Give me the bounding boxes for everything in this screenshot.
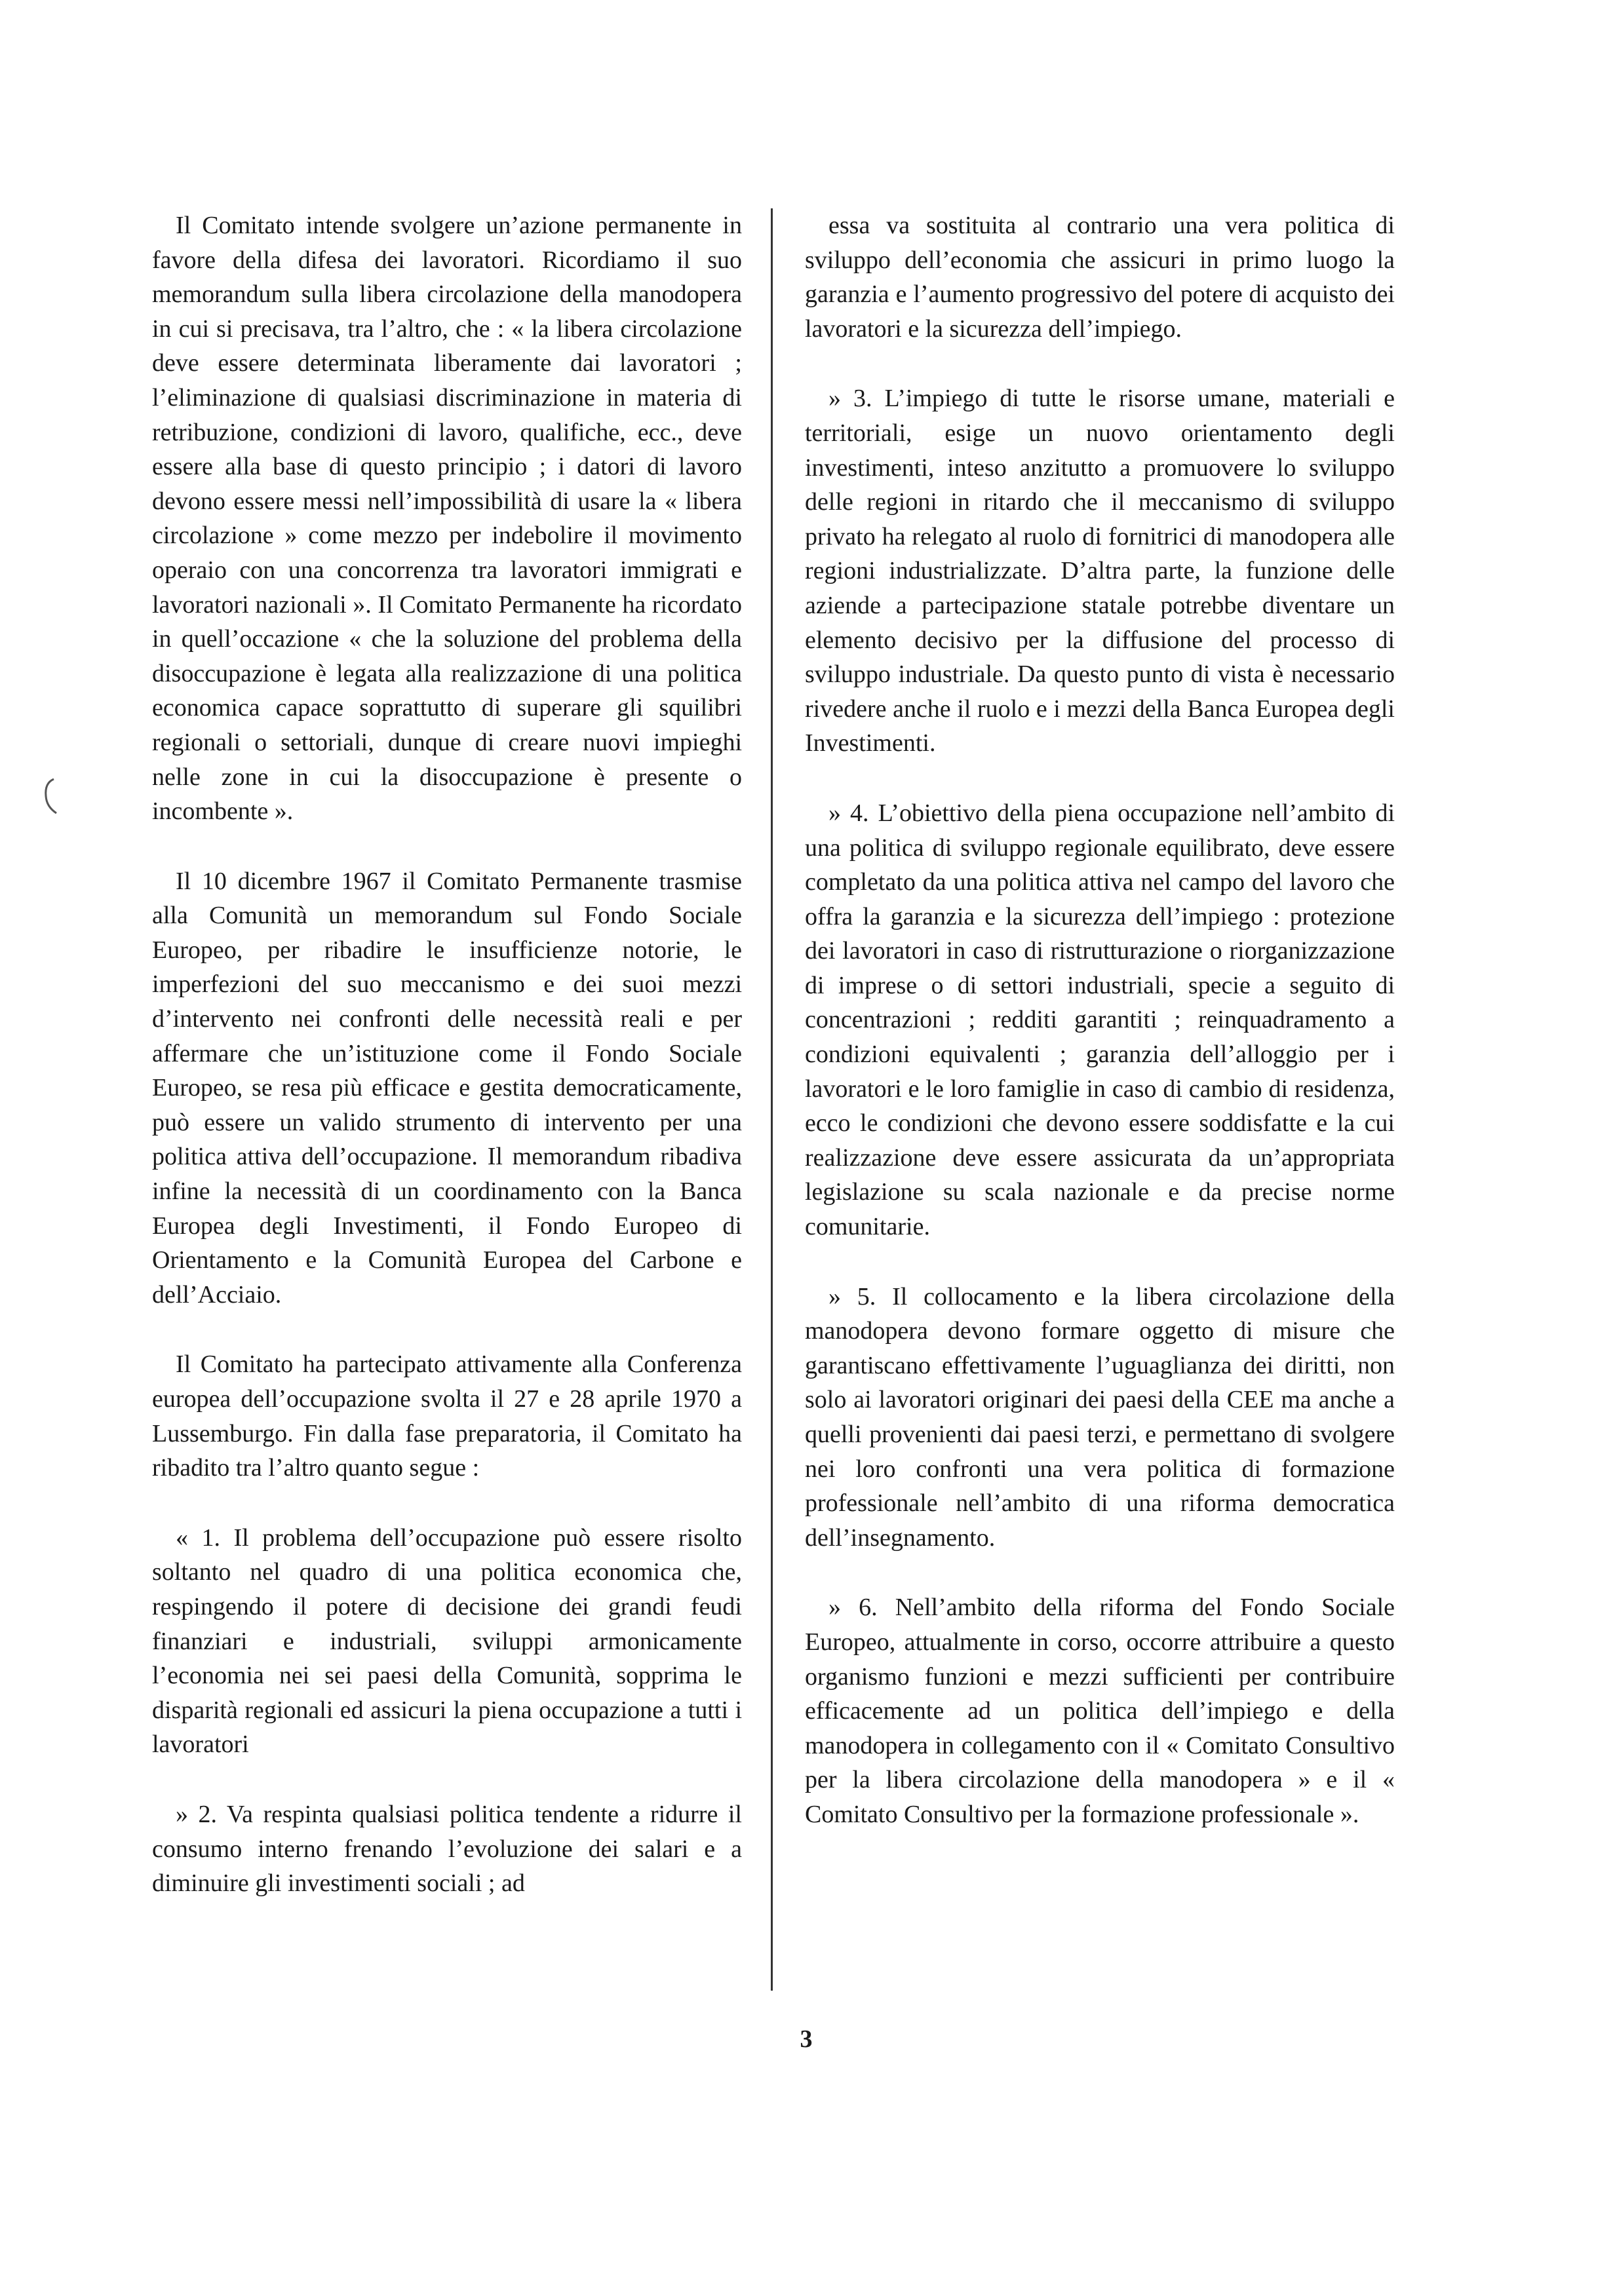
paragraph-left-1: Il Comitato intende svolgere un’azione permanente in favore della difesa dei lavoratori. Ricordiamo il suo memorandum sulla libera circolazione della manodopera in cui si precisava, tra l’altro, che : « la libera circolazione deve essere determinata liberamente dai lavoratori ; l’eliminazione di qualsiasi discriminazione in materia di retribuzione, condizioni di lavoro, qualifiche, ecc., deve essere alla base di questo principio ; i datori di lavoro devono essere messi nell’impossibilità di usare la « libera circolazione » come mezzo per indebolire il movimento operaio con una concorrenza tra lavoratori immigrati e lavoratori nazionali ». Il Comitato Permanente ha ricordato in quell’occazione « che la soluzione del problema della disoccupazione è legata alla realizzazione di una politica economica capace soprattutto di superare gli squilibri regionali o settoriali, dunque di creare nuovi impieghi nelle zone in cui la disoccupazione è presente o incombente ». xyxy=(152,212,742,826)
paragraph-left-2: Il 10 dicembre 1967 il Comitato Permanente trasmise alla Comunità un memorandum sul Fondo Sociale Europeo, per ribadire le insufficienze notorie, le imperfezioni del suo meccanismo e dei suoi mezzi d’intervento nei confronti delle necessità reali e per affermare che un’istituzione come il Fondo Sociale Europeo, se resa più efficace e gestita democraticamente, può essere un valido strumento di intervento per una politica attiva dell’occupazione. Il memorandum ribadiva infine la necessità di un coordinamento con la Banca Europea degli Investimenti, il Fondo Europeo di Orientamento e la Comunità Europea del Carbone e dell’Acciaio. xyxy=(152,867,742,1309)
paragraph-right-3: » 4. L’obiettivo della piena occupazione nell’ambito di una politica di sviluppo regionale equilibrato, deve essere completato da una politica attiva nel campo del lavoro che offra la garanzia e la sicurezza dell’impiego : protezione dei lavoratori in caso di ristrutturazione o riorganizzazione di imprese o di settori industriali, specie a seguito di concentrazioni ; redditi garantiti ; reinquadramento a condizioni equivalenti ; garanzia dell’alloggio per i lavoratori e le loro famiglie in caso di cambio di residenza, ecco le condizioni che devono essere soddisfatte e la cui realizzazione deve essere assicurata da un’appropriata legislazione su scala nazionale e da precise norme comunitarie. xyxy=(805,799,1395,1241)
right-column xyxy=(805,208,1395,1832)
page-number: 3 xyxy=(800,2025,813,2053)
column-divider xyxy=(771,208,773,1991)
paragraph-left-4: « 1. Il problema dell’occupazione può essere risolto soltanto nel quadro di una politica economica che, respingendo il potere di decisione dei grandi feudi finanziari e industriali, sviluppi armonicamente l’economia nei sei paesi della Comunità, sopprima le disparità regionali ed assicuri la piena occupazione a tutti i lavoratori xyxy=(152,1523,742,1759)
paragraph-left-3: Il Comitato ha partecipato attivamente alla Conferenza europea dell’occupazione svolta il 27 e 28 aprile 1970 a Lussemburgo. Fin dalla fase preparatoria, il Comitato ha ribadito tra l’altro quanto segue : xyxy=(152,1350,742,1482)
paragraph-right-1: essa va sostituita al contrario una vera politica di sviluppo dell’economia che assicuri in primo luogo la garanzia e l’aumento progressivo del potere di acquisto dei lavoratori e la sicurezza dell’impiego. xyxy=(805,212,1395,343)
left-column xyxy=(152,208,742,1901)
margin-bracket-icon xyxy=(41,776,59,816)
paragraph-right-2: » 3. L’impiego di tutte le risorse umane, materiali e territoriali, esige un nuovo orientamento degli investimenti, inteso anzitutto a promuovere lo sviluppo delle regioni in ritardo che il meccanismo di sviluppo privato ha relegato al ruolo di fornitrici di manodopera alle regioni industrializzate. D’altra parte, la funzione delle aziende a partecipazione statale potrebbe diventare un elemento decisivo per la diffusione del processo di sviluppo industriale. Da questo punto di vista è necessario rivedere anche il ruolo e i mezzi della Banca Europea degli Investimenti. xyxy=(805,385,1395,757)
paragraph-right-5: » 6. Nell’ambito della riforma del Fondo Sociale Europeo, attualmente in corso, occorre attribuire a questo organismo funzioni e mezzi sufficienti per contribuire efficacemente ad un politica dell’impiego e della manodopera in collegamento con il « Comitato Consultivo per la libera circolazione della manodopera » e il « Comitato Consultivo per la formazione professionale ». xyxy=(805,1594,1395,1828)
paragraph-right-4: » 5. Il collocamento e la libera circolazione della manodopera devono formare oggetto di misure che garantiscano effettivamente l’uguaglianza dei diritti, non solo ai lavoratori originari dei paesi della CEE ma anche a quelli provenienti dai paesi terzi, e permettano di svolgere nei loro confronti una vera politica di formazione professionale nell’ambito di una riforma democratica dell’insegnamento. xyxy=(805,1282,1395,1552)
paragraph-left-5: » 2. Va respinta qualsiasi politica tendente a ridurre il consumo interno frenando l’evoluzione dei salari e a diminuire gli investimenti sociali ; ad xyxy=(152,1800,742,1898)
